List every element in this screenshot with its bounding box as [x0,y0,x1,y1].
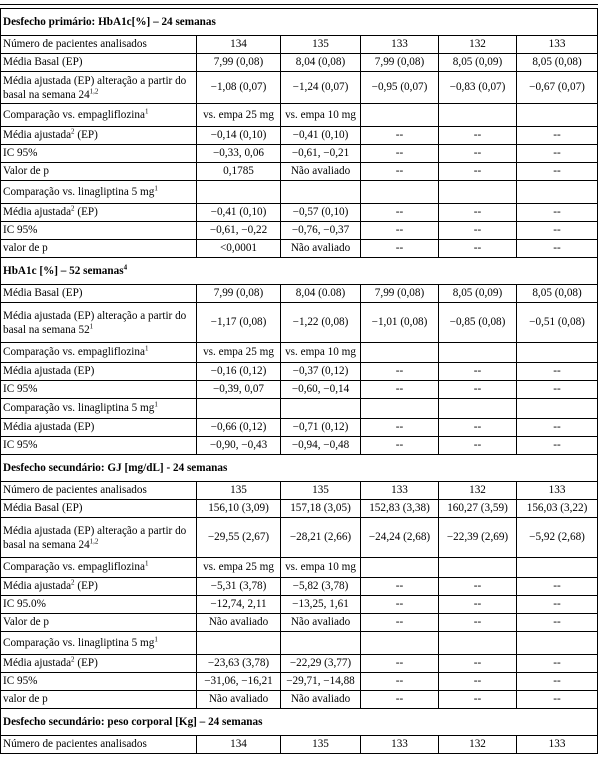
table-cell: -- [361,691,439,709]
row-label-suffix: (EP) [74,657,98,669]
table-cell: -- [517,655,598,673]
table-cell: -- [361,240,439,258]
section-title [1,9,598,36]
row-label-text: IC 95% [3,224,38,236]
row-label [1,691,197,709]
section-title-row [1,709,598,736]
table-cell: -- [517,381,598,399]
row-label-text: Comparação vs. linagliptina 5 mg [3,185,155,198]
row-label [1,596,197,614]
table-cell: vs. empa 25 mg [197,104,281,127]
row-label-text: Média ajustada [3,206,72,218]
table-row [1,145,598,163]
row-label-text: Média ajustada [3,657,72,669]
row-label-text: Média ajustada (EP) [3,365,95,377]
table-cell: -- [361,222,439,240]
table-cell: 7,99 (0,08) [197,54,281,72]
row-label [1,500,197,518]
table-cell: 132 [439,482,517,500]
table-row [1,691,598,709]
table-cell: -- [439,655,517,673]
table-cell [517,181,598,204]
table-cell: −22,29 (3,77) [281,655,361,673]
table-cell: −0,39, 0,07 [197,381,281,399]
table-cell: -- [439,381,517,399]
table-cell: 134 [197,36,281,54]
table-cell: −12,74, 2,11 [197,596,281,614]
row-label [1,72,197,104]
table-cell: −0,71 (0,12) [281,419,361,437]
table-cell [361,558,439,578]
table-cell: 156,03 (3,22) [517,500,598,518]
table-cell: -- [439,419,517,437]
row-label-text: Número de pacientes analisados [3,484,147,496]
row-label-text: Média ajustada (EP) alteração a partir do basal na semana 24 [3,524,187,551]
table-cell: vs. empa 25 mg [197,558,281,578]
table-cell: -- [517,614,598,632]
row-label-suffix: (EP) [74,206,98,218]
footnote-marker: 4 [123,262,128,271]
table-cell: vs. empa 10 mg [281,104,361,127]
section-title [1,258,598,285]
table-cell: 133 [517,736,598,754]
table-cell: 133 [361,482,439,500]
table-cell: -- [517,163,598,181]
table-row [1,54,598,72]
table-cell: Não avaliado [197,691,281,709]
table-row [1,518,598,558]
table-cell: -- [361,437,439,455]
table-row [1,596,598,614]
table-row [1,655,598,673]
table-cell [517,399,598,419]
table-cell: -- [439,204,517,222]
table-cell: -- [517,222,598,240]
table-cell: vs. empa 10 mg [281,343,361,363]
table-row [1,222,598,240]
row-label-text: IC 95.0% [3,598,46,610]
table-cell: −0,76, −0,37 [281,222,361,240]
table-cell: -- [439,240,517,258]
table-cell: −0,61, −0,21 [281,145,361,163]
table-cell [439,558,517,578]
table-cell: 135 [281,36,361,54]
row-label-text: Comparação vs. empagliflozina [3,346,145,358]
table-row [1,500,598,518]
table-cell: -- [517,578,598,596]
row-label-text: Valor de p [3,616,49,628]
table-row [1,104,598,127]
table-cell: −1,17 (0,08) [197,303,281,343]
table-cell: 132 [439,736,517,754]
table-row [1,399,598,419]
table-row [1,614,598,632]
row-label [1,655,197,673]
table-cell: −0,33, 0,06 [197,145,281,163]
table-cell: vs. empa 25 mg [197,343,281,363]
table-cell: 135 [197,482,281,500]
table-cell [197,632,281,655]
table-cell: 8,05 (0,09) [439,54,517,72]
row-label-text: Média ajustada (EP) alteração a partir do basal na semana 24 [3,74,187,101]
table-cell: −29,71, −14,88 [281,673,361,691]
table-cell [439,343,517,363]
table-cell: −1,01 (0,08) [361,303,439,343]
footnote-marker: 1 [144,344,149,353]
table-cell: −5,31 (3,78) [197,578,281,596]
table-cell: Não avaliado [281,614,361,632]
row-label-text: IC 95% [3,147,38,159]
row-label-text: Média ajustada (EP) [3,421,95,433]
table-cell: -- [439,614,517,632]
table-row [1,437,598,455]
row-label-text: Valor de p [3,165,49,177]
row-label [1,578,197,596]
row-label [1,104,197,127]
row-label-text: Número de pacientes analisados [3,38,147,50]
table-cell [361,399,439,419]
table-cell [197,399,281,419]
table-cell: 134 [197,736,281,754]
table-cell: -- [361,381,439,399]
table-cell [281,181,361,204]
table-cell: −0,37 (0,12) [281,363,361,381]
row-label-text: Número de pacientes analisados [3,738,147,750]
footnote-marker: 1 [154,400,158,409]
row-label-text: Média Basal (EP) [3,287,83,299]
row-label-suffix: (EP) [74,129,98,141]
footnote-marker: 2 [71,655,75,664]
row-label [1,673,197,691]
row-label [1,163,197,181]
table-cell [361,181,439,204]
table-cell [517,632,598,655]
row-label [1,632,197,655]
table-cell: -- [439,127,517,145]
row-label-text: valor de p [3,693,48,705]
table-cell: −0,41 (0,10) [197,204,281,222]
section-title-row [1,9,598,36]
table-cell: -- [517,673,598,691]
section-title-row [1,455,598,482]
row-label [1,240,197,258]
section-title [1,709,598,736]
row-label [1,222,197,240]
row-label [1,145,197,163]
table-cell: Não avaliado [281,163,361,181]
table-cell: 8,05 (0,08) [517,54,598,72]
results-table [0,8,598,754]
table-cell: −28,21 (2,66) [281,518,361,558]
table-cell: −0,67 (0,07) [517,72,598,104]
table-cell [517,104,598,127]
table-cell: -- [517,691,598,709]
table-row [1,482,598,500]
table-cell [517,343,598,363]
row-label [1,303,197,343]
row-label [1,482,197,500]
table-cell: −1,22 (0,08) [281,303,361,343]
table-cell: -- [361,127,439,145]
table-cell: <0,0001 [197,240,281,258]
table-row [1,578,598,596]
table-cell: -- [361,578,439,596]
footnote-marker: 1,2 [89,86,99,95]
table-cell: Não avaliado [281,691,361,709]
table-cell: -- [439,596,517,614]
table-cell [439,104,517,127]
table-cell: 0,1785 [197,163,281,181]
table-cell: -- [361,596,439,614]
section-title-row [1,258,598,285]
table-cell: -- [361,204,439,222]
table-cell: −1,08 (0,07) [197,72,281,104]
table-row [1,632,598,655]
table-cell: -- [361,673,439,691]
row-label-text: valor de p [3,242,48,254]
table-cell: −13,25, 1,61 [281,596,361,614]
table-cell: −0,95 (0,07) [361,72,439,104]
table-cell: -- [361,655,439,673]
table-cell: −0,41 (0,10) [281,127,361,145]
row-label-text: Média Basal (EP) [3,502,83,514]
row-label [1,285,197,303]
table-cell: 7,99 (0,08) [197,285,281,303]
row-label-text: Média ajustada [3,580,72,592]
row-label [1,181,197,204]
table-row [1,381,598,399]
footnote-marker: 1,2 [89,536,99,545]
table-cell: 152,83 (3,38) [361,500,439,518]
table-cell: 7,99 (0,08) [361,285,439,303]
table-cell: 133 [361,736,439,754]
row-label-text: Comparação vs. linagliptina 5 mg [3,636,155,649]
footnote-marker: 2 [71,127,75,136]
table-cell: −0,57 (0,10) [281,204,361,222]
row-label [1,614,197,632]
table-cell: −29,55 (2,67) [197,518,281,558]
table-cell: 157,18 (3,05) [281,500,361,518]
table-cell: Não avaliado [281,240,361,258]
table-cell: −0,14 (0,10) [197,127,281,145]
table-row [1,181,598,204]
table-cell: −0,60, −0,14 [281,381,361,399]
table-cell: 160,27 (3,59) [439,500,517,518]
table-cell [361,104,439,127]
table-cell: −0,51 (0,08) [517,303,598,343]
table-cell: −22,39 (2,69) [439,518,517,558]
table-cell: -- [439,163,517,181]
section-title-text: Desfecho secundário: peso corporal [Kg] – 24 semanas [3,715,263,728]
table-cell: −0,90, −0,43 [197,437,281,455]
table-cell: -- [517,204,598,222]
row-label [1,736,197,754]
table-cell: 8,05 (0,08) [517,285,598,303]
table-row [1,127,598,145]
table-cell: -- [361,163,439,181]
table-cell [439,399,517,419]
table-cell: -- [439,145,517,163]
table-cell: 7,99 (0,08) [361,54,439,72]
row-label [1,558,197,578]
table-cell: −0,16 (0,12) [197,363,281,381]
table-cell: −0,85 (0,08) [439,303,517,343]
table-cell: 8,04 (0,08) [281,54,361,72]
table-cell: −0,94, −0,48 [281,437,361,455]
results-table-body [1,9,598,754]
footnote-marker: 1 [144,106,149,115]
table-cell [197,181,281,204]
footnote-marker: 2 [71,204,75,213]
table-row [1,343,598,363]
table-cell: −24,24 (2,68) [361,518,439,558]
table-cell [361,343,439,363]
row-label-text: Comparação vs. empagliflozina [3,108,145,121]
table-row [1,363,598,381]
table-row [1,204,598,222]
table-cell: 135 [281,482,361,500]
row-label-text: Média ajustada [3,129,72,141]
footnote-marker: 2 [71,578,75,587]
table-cell [517,558,598,578]
table-cell: −0,66 (0,12) [197,419,281,437]
table-cell: Não avaliado [197,614,281,632]
table-cell: −5,92 (2,68) [517,518,598,558]
table-row [1,736,598,754]
table-cell: -- [517,240,598,258]
table-cell: -- [361,419,439,437]
table-cell: 133 [361,36,439,54]
row-label-text: Média Basal (EP) [3,56,83,68]
table-cell: -- [439,578,517,596]
table-row [1,419,598,437]
row-label [1,127,197,145]
table-cell: -- [517,596,598,614]
row-label [1,343,197,363]
table-cell: 135 [281,736,361,754]
table-cell: 133 [517,482,598,500]
table-row [1,673,598,691]
footnote-marker: 1 [154,634,158,643]
previous-page-cutoff [0,0,598,5]
table-cell [281,399,361,419]
table-cell [439,632,517,655]
footnote-marker: 1 [154,183,158,192]
row-label [1,363,197,381]
table-cell: −23,63 (3,78) [197,655,281,673]
table-cell: vs. empa 10 mg [281,558,361,578]
row-label-text: Comparação vs. linagliptina 5 mg [3,402,155,414]
section-title [1,455,598,482]
row-label [1,381,197,399]
row-label-suffix: (EP) [74,580,98,592]
table-cell: -- [439,222,517,240]
table-row [1,240,598,258]
table-row [1,36,598,54]
table-cell: −31,06, −16,21 [197,673,281,691]
table-cell: -- [439,363,517,381]
table-cell: -- [517,363,598,381]
table-cell: -- [517,437,598,455]
table-cell: -- [439,691,517,709]
table-cell: −0,83 (0,07) [439,72,517,104]
row-label-text: Comparação vs. empagliflozina [3,561,145,573]
table-row [1,303,598,343]
table-cell: 8,05 (0,09) [439,285,517,303]
table-row [1,285,598,303]
table-cell [439,181,517,204]
row-label-text: IC 95% [3,439,38,451]
table-cell: −0,61, −0,22 [197,222,281,240]
table-row [1,163,598,181]
row-label [1,518,197,558]
table-cell [281,632,361,655]
row-label [1,399,197,419]
table-cell: -- [517,419,598,437]
section-title-text: HbA1c [%] – 52 semanas [3,264,124,277]
row-label-text: IC 95% [3,383,38,395]
table-row [1,558,598,578]
section-title-text: Desfecho primário: HbA1c[%] – 24 semanas [3,15,216,28]
row-label-text: Média ajustada (EP) alteração a partir do basal na semana 52 [3,309,187,336]
table-cell: -- [439,673,517,691]
section-title-text: Desfecho secundário: GJ [mg/dL] - 24 semanas [3,461,228,474]
table-cell: −1,24 (0,07) [281,72,361,104]
footnote-marker: 1 [144,559,149,568]
table-cell [361,632,439,655]
row-label [1,204,197,222]
table-cell: 8,04 (0.08) [281,285,361,303]
row-label [1,36,197,54]
table-cell: -- [517,127,598,145]
table-cell: −5,82 (3,78) [281,578,361,596]
table-cell: -- [361,614,439,632]
table-cell: -- [517,145,598,163]
row-label [1,437,197,455]
row-label [1,54,197,72]
row-label [1,419,197,437]
table-cell: 156,10 (3,09) [197,500,281,518]
table-cell: 132 [439,36,517,54]
row-label-text: IC 95% [3,675,38,687]
table-cell: -- [361,145,439,163]
table-cell: 133 [517,36,598,54]
table-cell: -- [439,437,517,455]
table-cell: -- [361,363,439,381]
footnote-marker: 1 [89,321,94,330]
table-row [1,72,598,104]
